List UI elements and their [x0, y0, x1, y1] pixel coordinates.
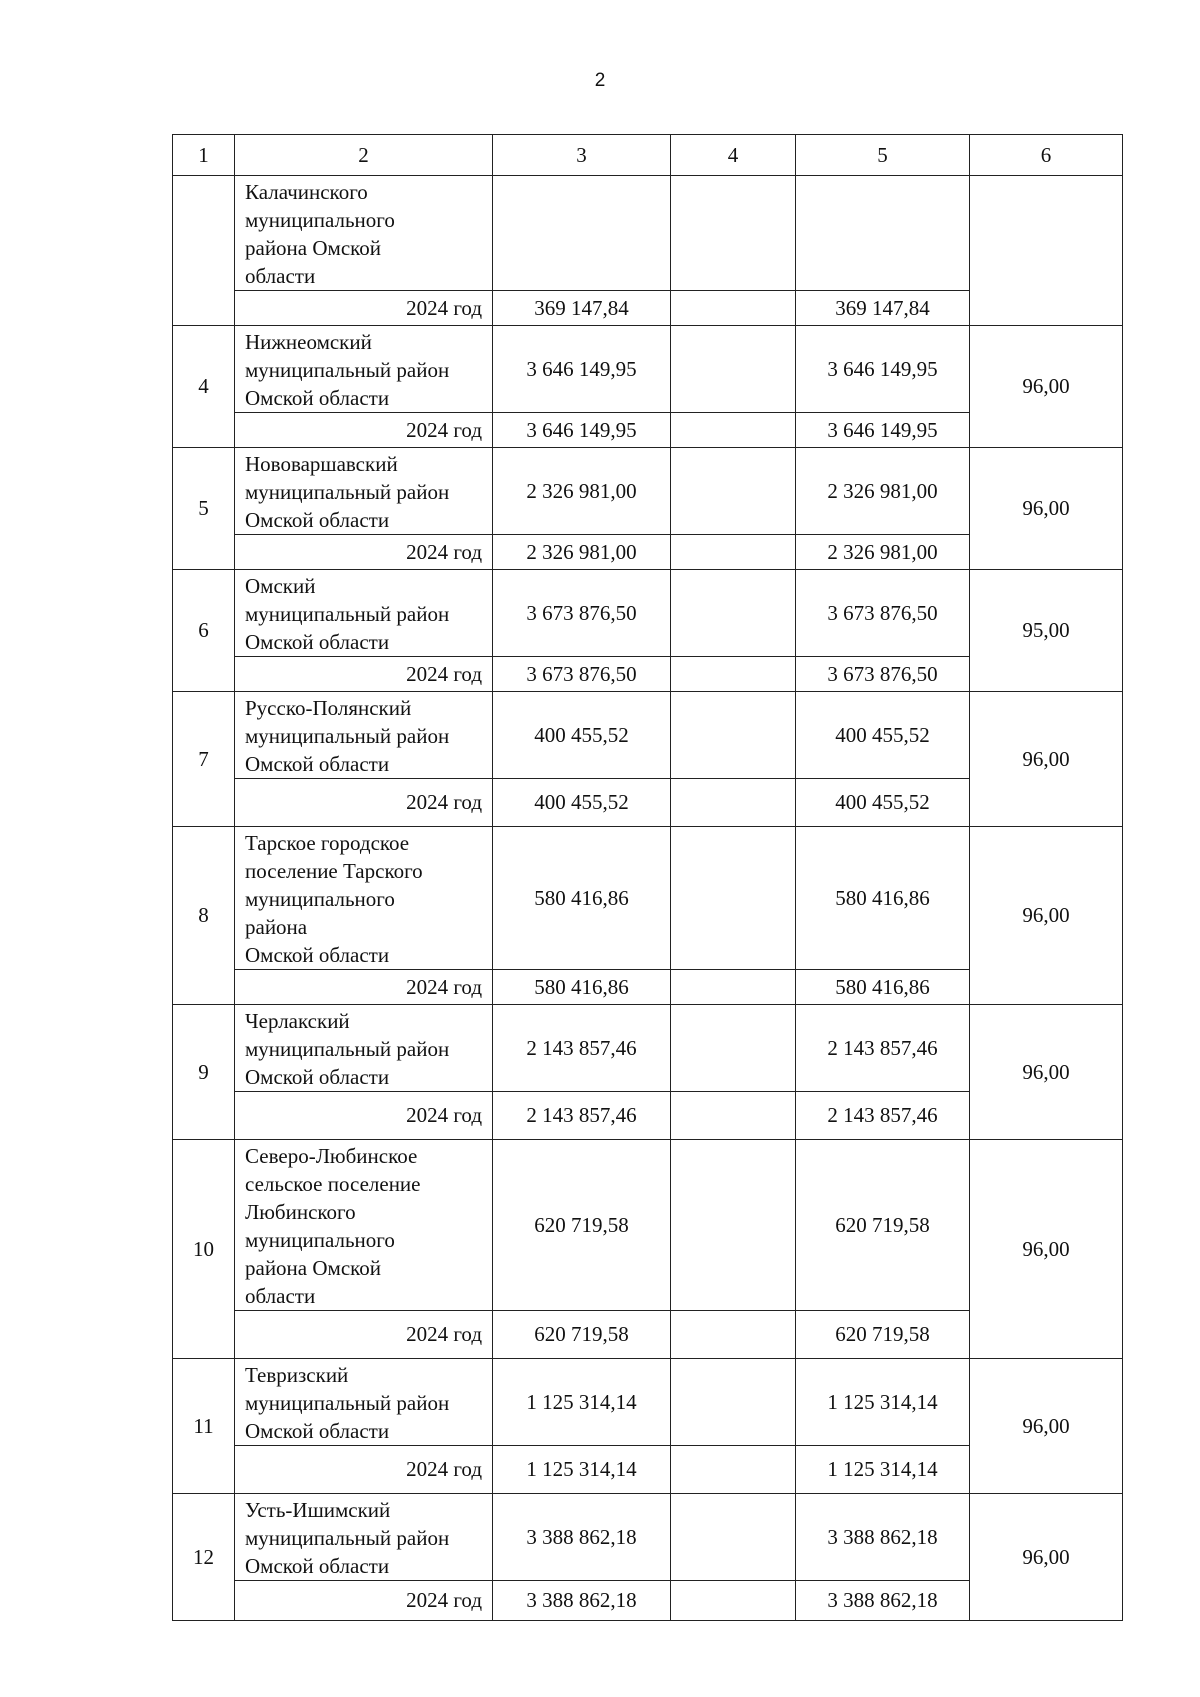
amount-col4	[671, 1140, 796, 1311]
amount-col3: 2 326 981,00	[493, 448, 671, 535]
percent-cell: 95,00	[970, 570, 1123, 692]
recipient-name-cell	[235, 1359, 493, 1446]
row-number-cell: 8	[173, 827, 235, 1005]
recipient-row	[173, 570, 1123, 657]
year-amount-col5: 2 326 981,00	[796, 535, 970, 570]
row-number-cell: 12	[173, 1494, 235, 1621]
header-cell: 1	[173, 135, 235, 176]
amount-col4	[671, 827, 796, 970]
amount-col3: 3 673 876,50	[493, 570, 671, 657]
year-amount-col4	[671, 657, 796, 692]
recipient-name-line: области	[245, 1284, 316, 1308]
amount-col3: 580 416,86	[493, 827, 671, 970]
percent-cell: 96,00	[970, 448, 1123, 570]
recipient-name-line: Омской области	[245, 630, 390, 654]
recipient-name-cell	[235, 176, 493, 291]
recipient-name-line: муниципальный район	[245, 480, 450, 504]
allocation-table	[172, 134, 1123, 1621]
recipient-name-line: поселение Тарского	[245, 859, 423, 883]
recipient-name-cell	[235, 326, 493, 413]
recipient-name-line: области	[245, 264, 316, 288]
recipient-row	[173, 1494, 1123, 1581]
recipient-name-line: Омской области	[245, 386, 390, 410]
year-amount-col4	[671, 970, 796, 1005]
header-cell: 6	[970, 135, 1123, 176]
year-amount-col5: 1 125 314,14	[796, 1446, 970, 1494]
year-amount-col4	[671, 1311, 796, 1359]
year-label: 2024 год	[235, 535, 493, 570]
amount-cell	[796, 176, 970, 291]
recipient-name-cell	[235, 570, 493, 657]
recipient-name-line: Омской области	[245, 508, 390, 532]
recipient-name-line: Тарское городское	[245, 831, 410, 855]
year-amount-col5: 3 388 862,18	[796, 1581, 970, 1621]
row-number-cell: 10	[173, 1140, 235, 1359]
recipient-name-line: Русско-Полянский	[245, 696, 412, 720]
amount-col5: 3 388 862,18	[796, 1494, 970, 1581]
year-label: 2024 год	[235, 779, 493, 827]
year-amount-col5: 3 673 876,50	[796, 657, 970, 692]
year-amount-col3: 400 455,52	[493, 779, 671, 827]
amount-col4	[671, 692, 796, 779]
year-amount-col3: 580 416,86	[493, 970, 671, 1005]
amount-col4	[671, 448, 796, 535]
recipient-name-line: Омской области	[245, 1419, 390, 1443]
year-label: 2024 год	[235, 657, 493, 692]
year-amount-col3: 2 143 857,46	[493, 1092, 671, 1140]
year-amount-col4	[671, 413, 796, 448]
amount-col5: 400 455,52	[796, 692, 970, 779]
recipient-name-line: муниципального	[245, 208, 395, 232]
amount-col5: 1 125 314,14	[796, 1359, 970, 1446]
recipient-name-cell	[235, 1005, 493, 1092]
year-amount-col3: 3 673 876,50	[493, 657, 671, 692]
year-amount-col3: 2 326 981,00	[493, 535, 671, 570]
year-label: 2024 год	[235, 1311, 493, 1359]
amount-col3: 2 143 857,46	[493, 1005, 671, 1092]
year-amount-col4	[671, 1581, 796, 1621]
recipient-row	[173, 1359, 1123, 1446]
recipient-name-line: Северо-Любинское	[245, 1144, 418, 1168]
recipient-name-line: Омской области	[245, 752, 390, 776]
year-amount-col3: 3 646 149,95	[493, 413, 671, 448]
amount-col3: 620 719,58	[493, 1140, 671, 1311]
recipient-name-line: муниципальный район	[245, 602, 450, 626]
amount-col4	[671, 570, 796, 657]
row-number-cell: 9	[173, 1005, 235, 1140]
year-amount-col4	[671, 1092, 796, 1140]
year-amount-col3: 3 388 862,18	[493, 1581, 671, 1621]
recipient-name-cell	[235, 692, 493, 779]
recipient-name-line: Тевризский	[245, 1363, 349, 1387]
page-number: 2	[594, 70, 606, 91]
recipient-name-line: Омской области	[245, 943, 390, 967]
recipient-name-line: муниципальный район	[245, 1526, 450, 1550]
recipient-name-line: района Омской	[245, 236, 382, 260]
year-amount-col5: 400 455,52	[796, 779, 970, 827]
row-number-cell: 4	[173, 326, 235, 448]
recipient-name-line: Усть-Ишимский	[245, 1498, 391, 1522]
percent-cell: 96,00	[970, 1005, 1123, 1140]
recipient-name-line: муниципального	[245, 887, 395, 911]
recipient-name-line: Калачинского	[245, 180, 368, 204]
recipient-name-line: района	[245, 915, 308, 939]
row-number-cell: 7	[173, 692, 235, 827]
row-number-cell	[173, 176, 235, 326]
amount-col4	[671, 326, 796, 413]
recipient-name-line: муниципального	[245, 1228, 395, 1252]
row-number-cell: 6	[173, 570, 235, 692]
recipient-name-line: Нововаршавский	[245, 452, 398, 476]
recipient-name-line: Нижнеомский	[245, 330, 372, 354]
amount-col3: 3 388 862,18	[493, 1494, 671, 1581]
year-label: 2024 год	[235, 1092, 493, 1140]
year-amount-col3: 369 147,84	[493, 291, 671, 326]
recipient-row	[173, 448, 1123, 535]
amount-col4	[671, 1005, 796, 1092]
header-cell: 2	[235, 135, 493, 176]
header-cell: 5	[796, 135, 970, 176]
amount-col3: 400 455,52	[493, 692, 671, 779]
header-cell: 3	[493, 135, 671, 176]
amount-col3: 3 646 149,95	[493, 326, 671, 413]
recipient-row	[173, 827, 1123, 970]
recipient-row	[173, 692, 1123, 779]
header-cell: 4	[671, 135, 796, 176]
amount-col4	[671, 1359, 796, 1446]
recipient-row	[173, 1005, 1123, 1092]
percent-cell: 96,00	[970, 1359, 1123, 1494]
recipient-name-line: муниципальный район	[245, 1037, 450, 1061]
year-amount-col3: 1 125 314,14	[493, 1446, 671, 1494]
recipient-name-line: района Омской	[245, 1256, 382, 1280]
recipient-name-line: сельское поселение	[245, 1172, 421, 1196]
year-amount-col5: 580 416,86	[796, 970, 970, 1005]
amount-col5: 2 143 857,46	[796, 1005, 970, 1092]
year-amount-col5: 2 143 857,46	[796, 1092, 970, 1140]
year-label: 2024 год	[235, 291, 493, 326]
recipient-name-line: муниципальный район	[245, 1391, 450, 1415]
percent-cell: 96,00	[970, 1140, 1123, 1359]
row-number-cell: 5	[173, 448, 235, 570]
recipient-name-cell	[235, 448, 493, 535]
year-label: 2024 год	[235, 1446, 493, 1494]
recipient-name-cell	[235, 1494, 493, 1581]
recipient-name-line: муниципальный район	[245, 358, 450, 382]
recipient-row	[173, 1140, 1123, 1311]
year-label: 2024 год	[235, 413, 493, 448]
year-amount-col5: 3 646 149,95	[796, 413, 970, 448]
amount-col4	[671, 1494, 796, 1581]
recipient-name-line: Омской области	[245, 1065, 390, 1089]
recipient-name-cell	[235, 1140, 493, 1311]
percent-cell: 96,00	[970, 326, 1123, 448]
year-amount-col5: 369 147,84	[796, 291, 970, 326]
year-amount-col5: 620 719,58	[796, 1311, 970, 1359]
amount-col5: 3 646 149,95	[796, 326, 970, 413]
year-amount-col4	[671, 779, 796, 827]
percent-cell: 96,00	[970, 692, 1123, 827]
percent-cell: 96,00	[970, 827, 1123, 1005]
row-number-cell: 11	[173, 1359, 235, 1494]
percent-cell: 96,00	[970, 1494, 1123, 1621]
amount-col5: 3 673 876,50	[796, 570, 970, 657]
recipient-name-line: Черлакский	[245, 1009, 350, 1033]
year-amount-col4	[671, 291, 796, 326]
year-label: 2024 год	[235, 1581, 493, 1621]
percent-cell	[970, 176, 1123, 326]
recipient-name-line: Омской области	[245, 1554, 390, 1578]
amount-col5: 580 416,86	[796, 827, 970, 970]
header-row	[173, 135, 1123, 176]
amount-cell	[493, 176, 671, 291]
amount-col3: 1 125 314,14	[493, 1359, 671, 1446]
recipient-name-line: Любинского	[245, 1200, 356, 1224]
amount-col5: 620 719,58	[796, 1140, 970, 1311]
year-amount-col4	[671, 1446, 796, 1494]
year-label: 2024 год	[235, 970, 493, 1005]
recipient-name-line: муниципальный район	[245, 724, 450, 748]
continuation-row	[173, 176, 1123, 291]
amount-col5: 2 326 981,00	[796, 448, 970, 535]
year-amount-col3: 620 719,58	[493, 1311, 671, 1359]
amount-cell	[671, 176, 796, 291]
year-amount-col4	[671, 535, 796, 570]
recipient-name-line: Омский	[245, 574, 316, 598]
recipient-row	[173, 326, 1123, 413]
recipient-name-cell	[235, 827, 493, 970]
